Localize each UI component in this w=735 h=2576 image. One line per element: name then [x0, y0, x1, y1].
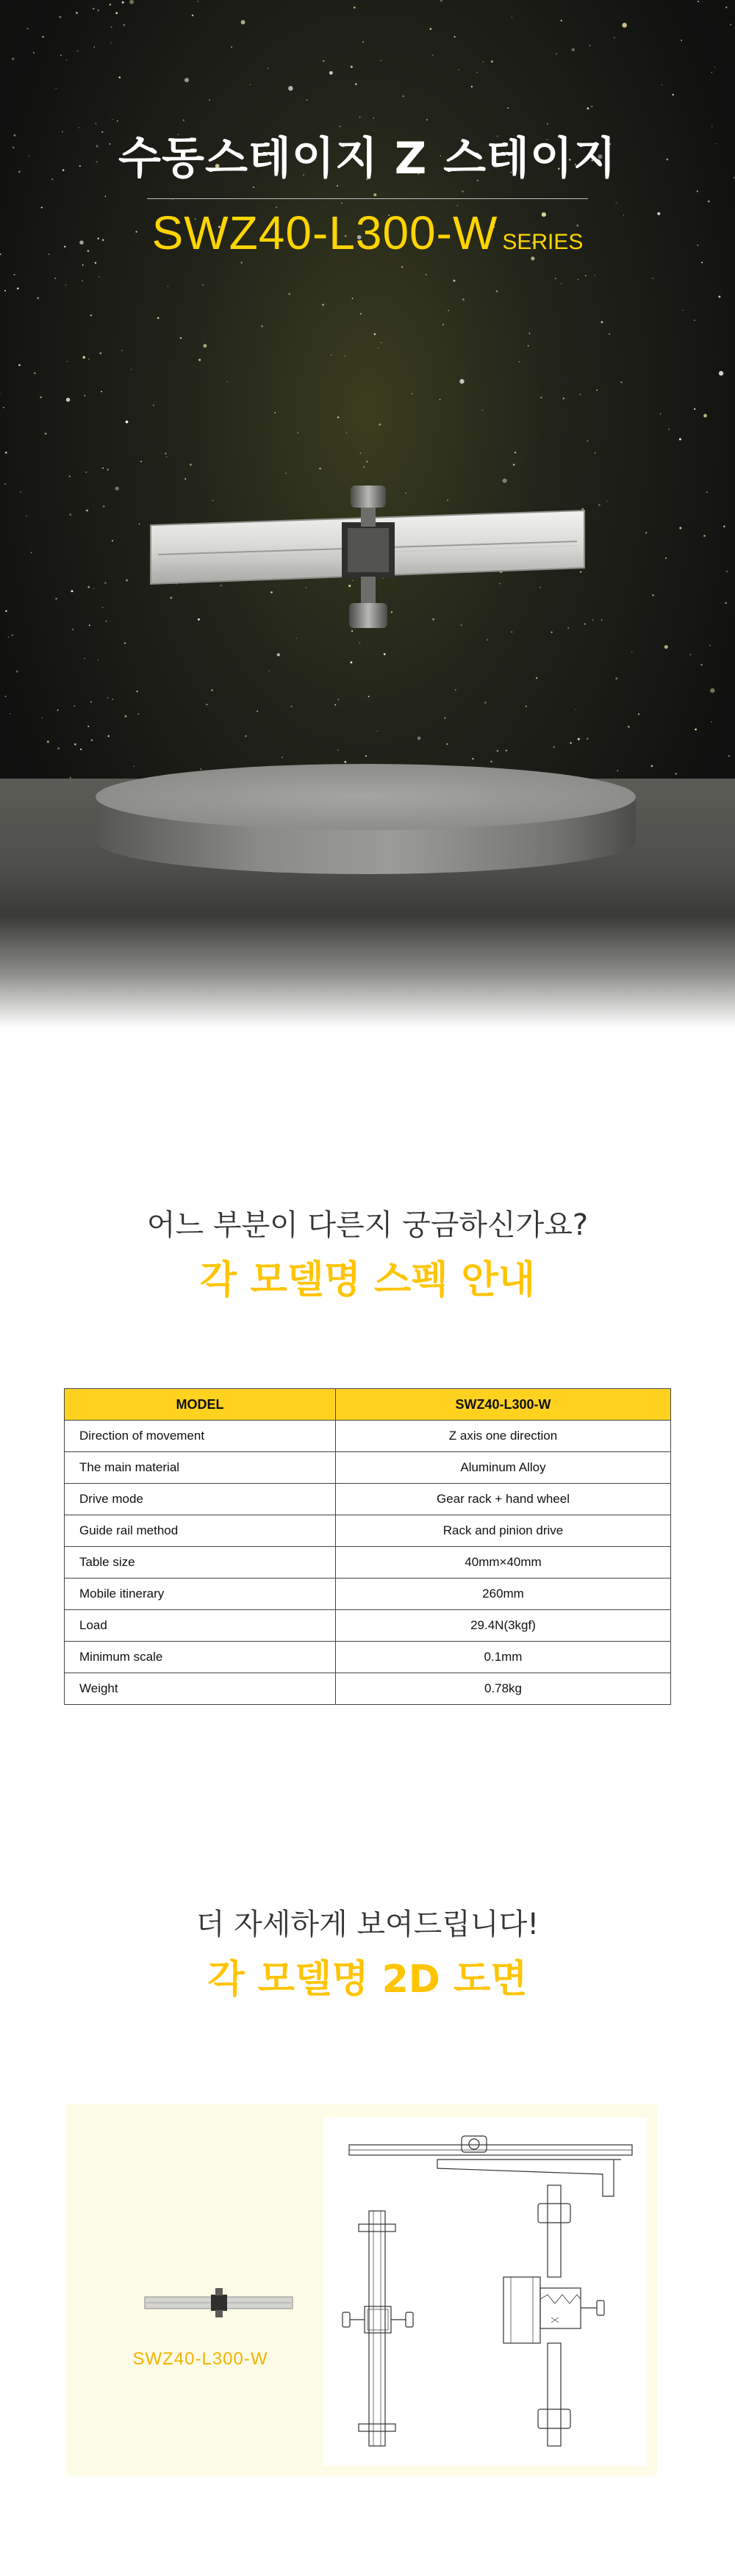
- hero-divider: [147, 198, 588, 199]
- drawing-model-label: SWZ40-L300-W: [132, 2349, 268, 2369]
- table-row: [65, 1484, 671, 1515]
- spec-subtitle: 어느 부분이 다른지 궁금하신가요?: [146, 1208, 589, 1242]
- spec-key: Mobile itinerary: [65, 1579, 336, 1610]
- spec-value: Gear rack + hand wheel: [336, 1484, 671, 1515]
- table-row: [65, 1642, 671, 1673]
- spec-key: Drive mode: [65, 1484, 336, 1515]
- spec-key: Minimum scale: [65, 1642, 336, 1673]
- spec-key: The main material: [65, 1452, 336, 1484]
- spec-value: 29.4N(3kgf): [336, 1610, 671, 1642]
- table-row: [65, 1673, 671, 1705]
- table-row: [65, 1547, 671, 1579]
- drawing-subtitle: 더 자세하게 보여드립니다!: [196, 1908, 539, 1941]
- spec-value: Aluminum Alloy: [336, 1452, 671, 1484]
- spec-value: 0.1mm: [336, 1642, 671, 1673]
- hero-title: 수동스테이지 Z 스테이지: [118, 133, 617, 184]
- table-row: [65, 1421, 671, 1452]
- spec-value: Z axis one direction: [336, 1421, 671, 1452]
- spec-key: Table size: [65, 1547, 336, 1579]
- hero-banner: [0, 0, 735, 1028]
- table-row: [65, 1515, 671, 1547]
- hero-series-label: SERIES: [502, 230, 584, 254]
- drawing-title: 각 모델명 2D 도면: [207, 1958, 528, 2002]
- spec-value: Rack and pinion drive: [336, 1515, 671, 1547]
- spec-key: Direction of movement: [65, 1421, 336, 1452]
- spec-header-value: SWZ40-L300-W: [336, 1389, 671, 1421]
- spec-value: 260mm: [336, 1579, 671, 1610]
- spec-value: 40mm×40mm: [336, 1547, 671, 1579]
- spec-key: Load: [65, 1610, 336, 1642]
- spec-header-model: MODEL: [65, 1389, 336, 1421]
- hero-model: [0, 206, 735, 260]
- table-row: [65, 1610, 671, 1642]
- hero-model-name: SWZ40-L300-W: [151, 206, 498, 259]
- spec-value: 0.78kg: [336, 1673, 671, 1705]
- spec-title: 각 모델명 스펙 안내: [199, 1258, 536, 1302]
- product-thumbnail: [143, 2288, 294, 2317]
- spec-table: [64, 1388, 671, 1705]
- table-row: [65, 1579, 671, 1610]
- spec-key: Guide rail method: [65, 1515, 336, 1547]
- table-row: [65, 1452, 671, 1484]
- product-image-stage: [143, 474, 592, 650]
- spec-table-header-row: [65, 1389, 671, 1421]
- podium-top: [96, 764, 636, 830]
- technical-drawing: [338, 2130, 639, 2457]
- spec-key: Weight: [65, 1673, 336, 1705]
